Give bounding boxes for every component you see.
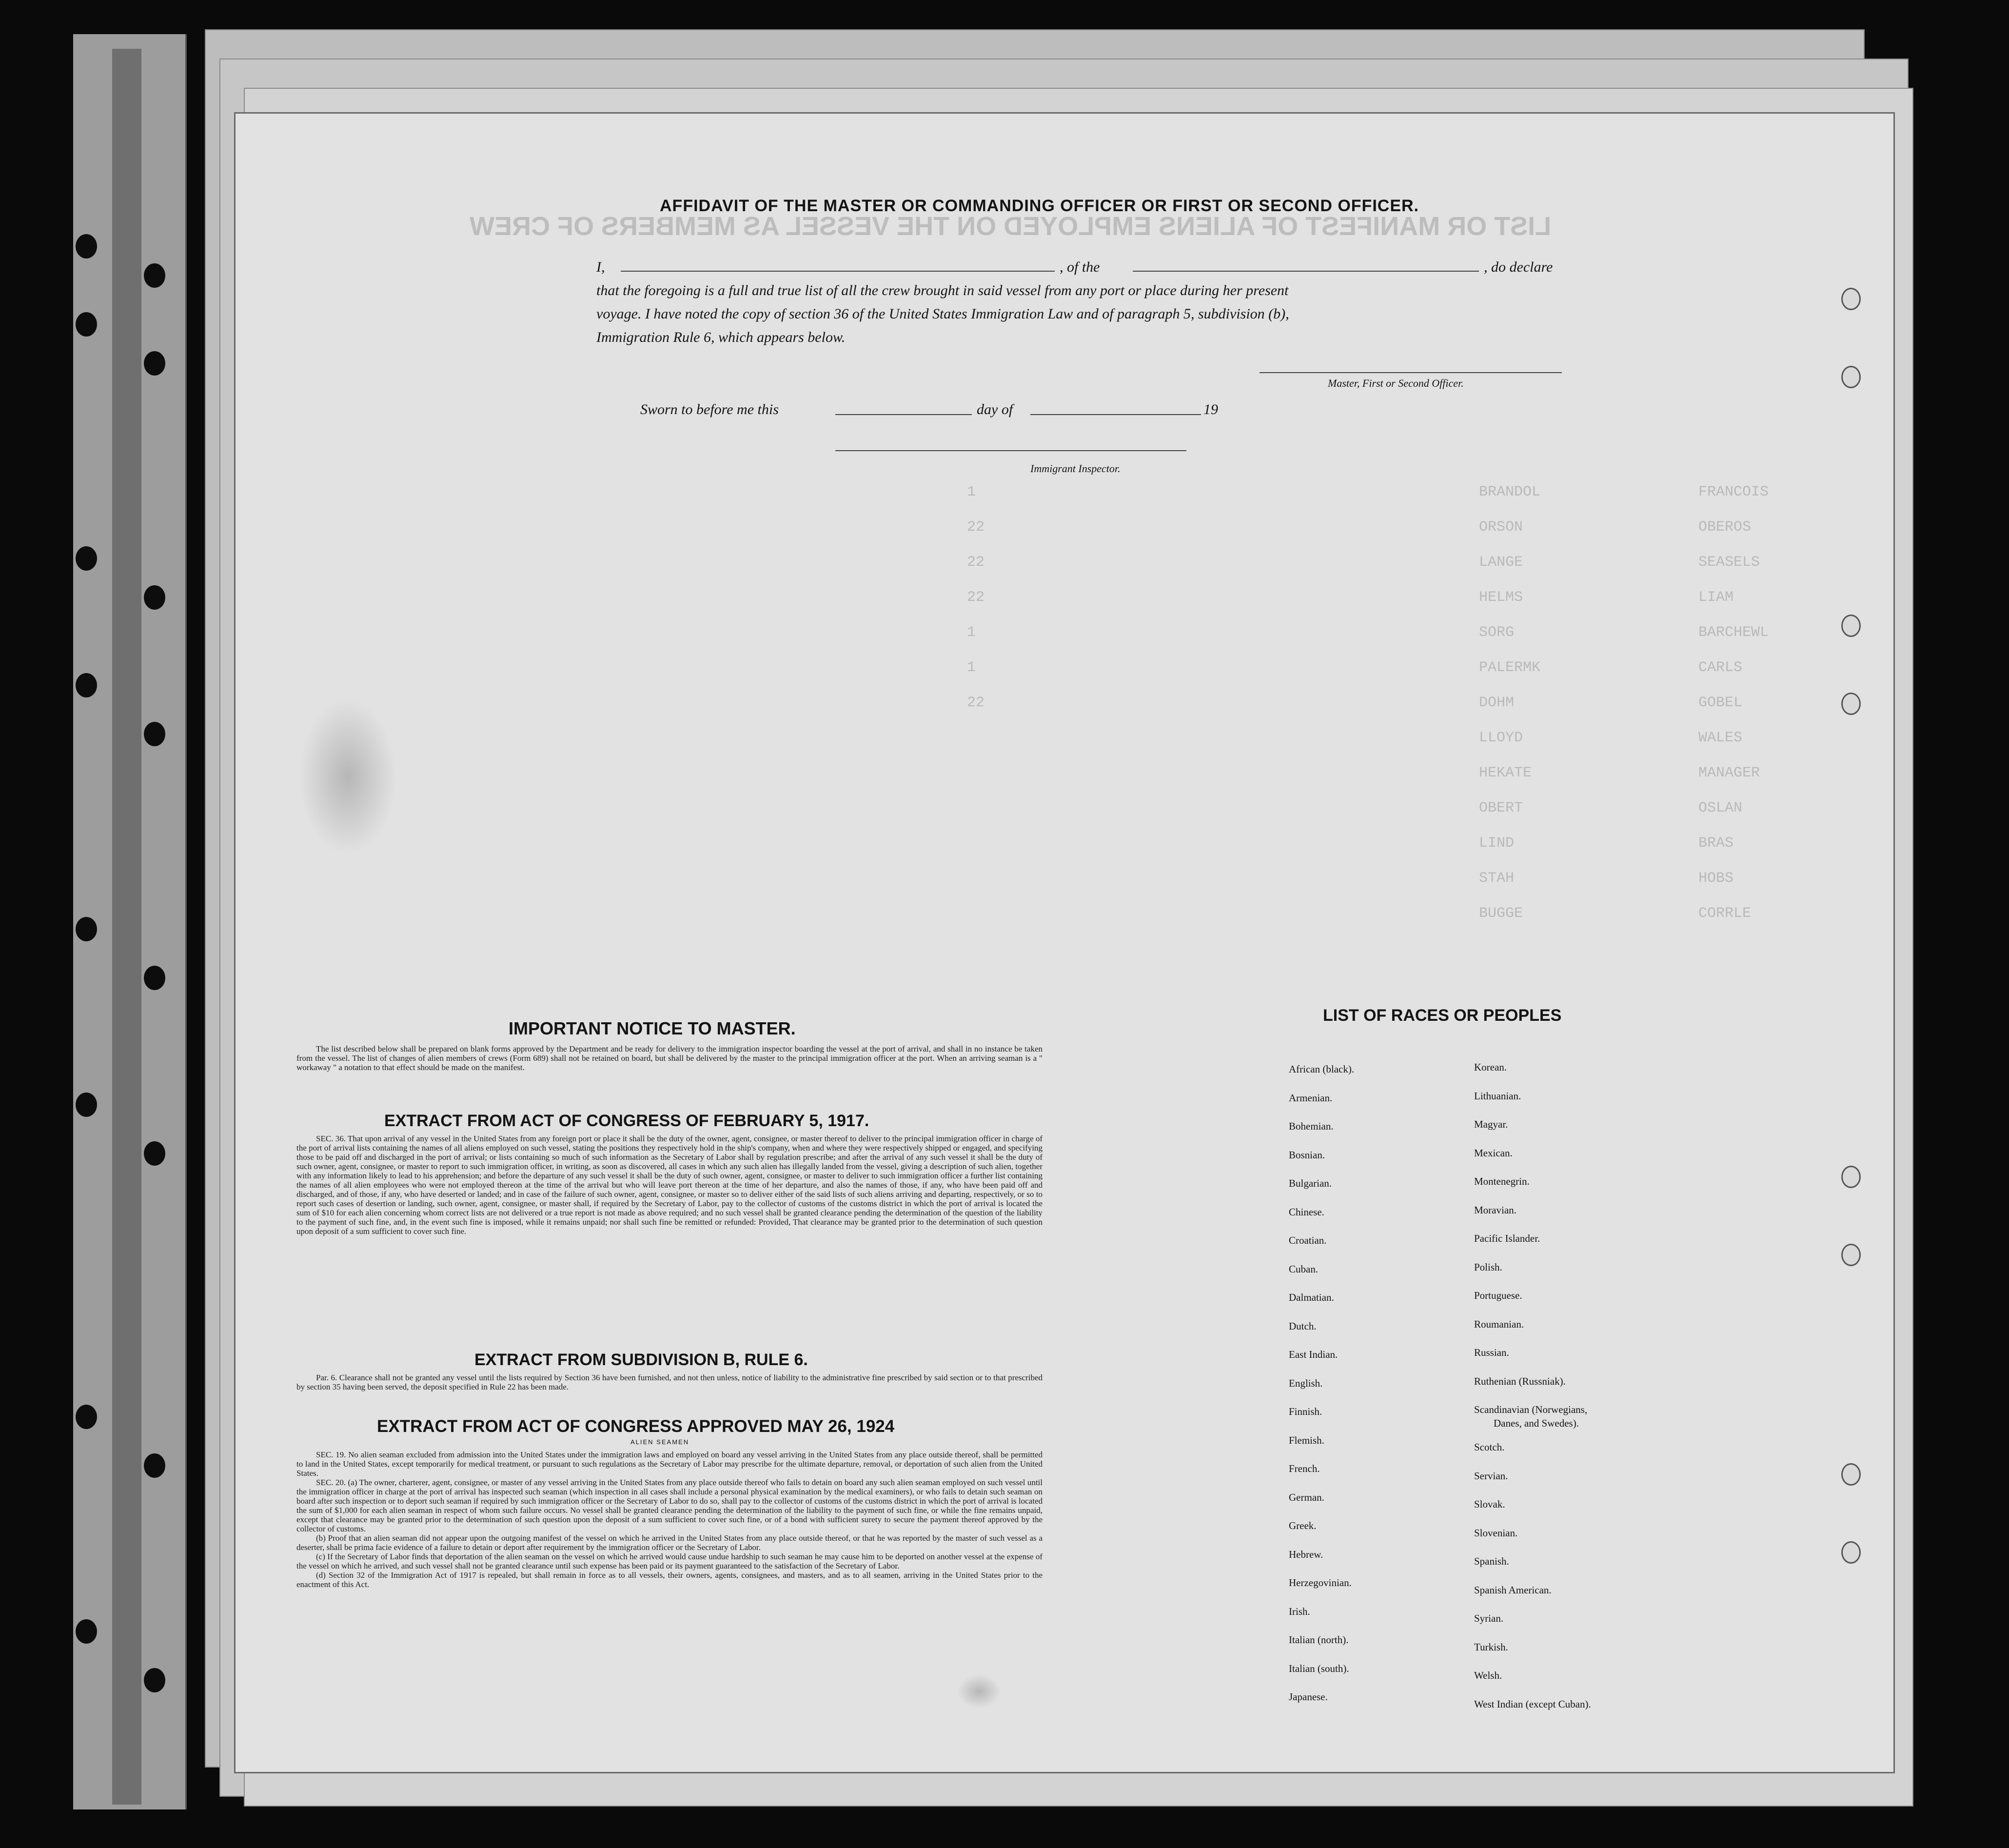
binder-hole xyxy=(76,1093,97,1117)
race-item: Bohemian. xyxy=(1289,1120,1334,1132)
race-item: Polish. xyxy=(1474,1261,1502,1273)
affidavit-line-1-end: , do declare xyxy=(1484,259,1553,275)
binder-hole xyxy=(76,234,97,258)
race-item: Chinese. xyxy=(1289,1206,1324,1218)
race-item: Flemish. xyxy=(1289,1434,1324,1446)
inspector-caption: Immigrant Inspector. xyxy=(1030,462,1121,475)
binder-hole xyxy=(144,1668,165,1692)
binder-hole xyxy=(144,263,165,288)
race-item: Hebrew. xyxy=(1289,1549,1323,1560)
binder-hole xyxy=(76,312,97,337)
race-item: Moravian. xyxy=(1474,1204,1517,1216)
race-item: Cuban. xyxy=(1289,1263,1319,1275)
extract-1917-text xyxy=(296,1134,1043,1236)
punch-hole xyxy=(1841,288,1861,310)
extract-rule6-paragraph: Par. 6. Clearance shall not be granted any vessel until the lists required by Section 36 have been furnished, and not then unless, notice of liability to the administrative fine prescribed by said section or to that prescribed by section 35 having been served, the deposit specified in Rule 22 has been made. xyxy=(296,1373,1043,1391)
punch-hole xyxy=(1841,1166,1861,1188)
race-item: Montenegrin. xyxy=(1474,1175,1530,1187)
sworn-year-label: 19 xyxy=(1203,401,1218,417)
binder-hole xyxy=(144,585,165,610)
affidavit-line-3: voyage. I have noted the copy of section 36 of the United States Immigration Law and of paragraph 5, subdivision (b), xyxy=(596,306,1289,322)
extract-1917-title: EXTRACT FROM ACT OF CONGRESS OF FEBRUARY 5, 1917. xyxy=(384,1112,869,1130)
binder-hole xyxy=(144,1453,165,1478)
race-item: Pacific Islander. xyxy=(1474,1232,1540,1244)
binder-hole xyxy=(144,966,165,990)
bleedthrough-column: FRANCOIS OBEROS SEASELS LIAM BARCHEWL CARLS GOBEL WALES MANAGER OSLAN BRAS HOBS CORRLE xyxy=(1698,484,1769,922)
race-item: Armenian. xyxy=(1289,1092,1333,1104)
extract-1917-paragraph: SEC. 36. That upon arrival of any vessel in the United States from any foreign port or place it shall be the duty of the owner, agent, consignee, or master thereof to deliver to the principal immigration officer in charge of the port of arrival lists containing the names of all aliens employed on such vessel, stating the positions they respectively hold in the ship's company, when and where they were respectively shipped or engaged, and specifying those to be paid off and discharged in the port of arrival; or lists containing so much of such information as the Secretary of Labor shall by regulation prescribe; and after the arrival of any such vessel it shall be the duty of such owner, agent, consignee, or master to report to such immigration officer, in writing, as soon as discovered, all cases in which any such alien has illegally landed from the vessel, giving a description of such alien, together with any information likely to lead to his apprehension; and before the departure of any such vessel it shall be the duty of such owner, agent, consignee, or master to deliver to such immigration officer a further list containing the names of all alien employees who were not employed thereon at the time of the arrival but who will leave port thereon at the time of her departure, and also the names of those, if any, who have been paid off and discharged, and of those, if any, who have deserted or landed; and in case of the failure of such owner, agent, consignee, or master so to deliver either of the said lists of such aliens arriving and departing, respectively, or so to report such cases of desertion or landing, such owner, agent, consignee, or master shall, if required by the Secretary of Labor, pay to the collector of customs of the customs district in which the port of arrival is located the sum of $10 for each alien concerning whom correct lists are not delivered or a true report is not made as above required; and no such vessel shall be granted clearance pending the determination of the question of the liability to the payment of such fine, and, in the event such fine is imposed, while it remains unpaid; nor shall such fine be remitted or refunded: Provided, That clearance may be granted prior to the determination of such question upon deposit of a sum sufficient to cover such fine. xyxy=(296,1134,1043,1236)
binder-hole xyxy=(76,1405,97,1429)
sworn-month-blank xyxy=(1030,414,1201,415)
race-item: Slovak. xyxy=(1474,1498,1505,1510)
punch-hole xyxy=(1841,693,1861,715)
race-item: French. xyxy=(1289,1463,1320,1474)
sworn-day-label: day of xyxy=(977,401,1013,417)
race-item: Scandinavian (Norwegians, xyxy=(1474,1404,1588,1415)
binder-strip xyxy=(112,49,141,1805)
affidavit-line-1-mid: , of the xyxy=(1060,259,1100,275)
race-item: Russian. xyxy=(1474,1347,1509,1358)
punch-hole xyxy=(1841,1463,1861,1486)
race-item: Herzegovinian. xyxy=(1289,1577,1352,1589)
race-item: Spanish American. xyxy=(1474,1584,1552,1596)
affidavit-title: AFFIDAVIT OF THE MASTER OR COMMANDING OFFICER OR FIRST OR SECOND OFFICER. xyxy=(660,197,1419,215)
binder-hole xyxy=(76,546,97,571)
race-item: Syrian. xyxy=(1474,1612,1504,1624)
extract-1924-paragraph: (c) If the Secretary of Labor finds that deportation of the alien seaman on the vessel on which he arrived would cause undue hardship to such seaman he may cause him to be deported on another vessel at the expense of the vessel on which he arrived, and such vessel shall not be granted clearance until such expense has been paid or its payment guaranteed to the satisfaction of the Secretary of Labor. xyxy=(296,1552,1043,1570)
race-item: Mexican. xyxy=(1474,1147,1513,1159)
ink-smudge xyxy=(957,1674,1001,1709)
race-item: African (black). xyxy=(1289,1063,1355,1075)
race-item: Slovenian. xyxy=(1474,1527,1518,1539)
punch-hole xyxy=(1841,615,1861,637)
binder-hole xyxy=(144,351,165,376)
race-item: Finnish. xyxy=(1289,1406,1322,1417)
race-item: Roumanian. xyxy=(1474,1318,1524,1330)
race-item: English. xyxy=(1289,1377,1323,1389)
race-item: Ruthenian (Russniak). xyxy=(1474,1375,1566,1387)
race-item: Lithuanian. xyxy=(1474,1090,1521,1102)
sworn-text: Sworn to before me this xyxy=(640,401,779,417)
extract-1924-paragraph: SEC. 19. No alien seaman excluded from admission into the United States under the immigration laws and employed on board any vessel arriving in the United States from any place outside thereof, shall be permitted to land in the United States, except temporarily for medical treatment, or pursuant to such regulations as the Secretary of Labor may prescribe for the ultimate departure, removal, or deportation of such alien from the United States. xyxy=(296,1450,1043,1478)
race-item: Japanese. xyxy=(1289,1691,1328,1703)
affidavit-line-4: Immigration Rule 6, which appears below. xyxy=(596,329,846,345)
affidavit-vessel-blank xyxy=(1133,271,1479,272)
extract-1924-subtitle: ALIEN SEAMEN xyxy=(630,1438,689,1446)
binder-hole xyxy=(144,1141,165,1166)
punch-hole xyxy=(1841,1541,1861,1564)
race-item: Italian (south). xyxy=(1289,1663,1349,1674)
race-item: Korean. xyxy=(1474,1061,1507,1073)
race-item: Portuguese. xyxy=(1474,1290,1522,1301)
race-item: Italian (north). xyxy=(1289,1634,1349,1646)
extract-1924-paragraph: SEC. 20. (a) The owner, charterer, agent, consignee, or master of any vessel arriving in the United States from any place outside thereof who fails to detain on board any such alien seaman employed on such vessel until the immigration officer in charge at the port of arrival has inspected such seaman (which inspection in all cases shall include a personal physical examination by the medical examiners), or who fails to detain such seaman on board after such inspection or to deport such seaman if required by such immigration officer or the Secretary of Labor to do so, shall pay to the collector of customs of the customs district in which the port of arrival is located the sum of $1,000 for each alien seaman in respect of whom such failure occurs. No vessel shall be granted clearance pending the determination of the liability to the payment of such fine, or while the fine remains unpaid, except that clearance may be granted prior to the determination of such question upon the deposit of a sum sufficient to cover such fine, or of a bond with sufficient surety to secure the payment thereof approved by the collector of customs. xyxy=(296,1478,1043,1533)
extract-1924-title: EXTRACT FROM ACT OF CONGRESS APPROVED MAY 26, 1924 xyxy=(377,1417,895,1436)
master-caption: Master, First or Second Officer. xyxy=(1328,377,1464,389)
race-item: Dalmatian. xyxy=(1289,1292,1334,1303)
master-signature-line xyxy=(1260,372,1562,373)
race-item: Turkish. xyxy=(1474,1641,1508,1653)
binder-hole xyxy=(144,722,165,746)
race-item: West Indian (except Cuban). xyxy=(1474,1698,1591,1710)
race-item: Magyar. xyxy=(1474,1118,1508,1130)
races-title: LIST OF RACES OR PEOPLES xyxy=(1323,1006,1562,1025)
manifest-page xyxy=(234,112,1895,1773)
notice-title: IMPORTANT NOTICE TO MASTER. xyxy=(509,1018,796,1038)
race-item: Croatian. xyxy=(1289,1234,1327,1246)
race-item: Scotch. xyxy=(1474,1441,1505,1453)
race-item: Welsh. xyxy=(1474,1669,1502,1681)
extract-1924-paragraph: (d) Section 32 of the Immigration Act of 1917 is repealed, but shall remain in force as to all vessels, their owners, agents, consignees, and masters, and as to all seamen, arriving in the United States prior to the enactment of this Act. xyxy=(296,1570,1043,1589)
punch-hole xyxy=(1841,1244,1861,1266)
extract-1924-text xyxy=(296,1450,1043,1589)
sworn-day-blank xyxy=(835,414,972,415)
race-item: German. xyxy=(1289,1491,1324,1503)
race-item: Bulgarian. xyxy=(1289,1177,1332,1189)
punch-hole xyxy=(1841,366,1861,388)
affidavit-line-2: that the foregoing is a full and true list of all the crew brought in said vessel from any port or place during her present xyxy=(596,282,1289,298)
ink-smudge xyxy=(299,699,396,855)
race-item: Dutch. xyxy=(1289,1320,1317,1332)
notice-paragraph: The list described below shall be prepared on blank forms approved by the Department and be ready for delivery to the immigration inspector boarding the vessel at the port of arrival, and shall in no instance be taken from the vessel. The list of changes of alien members of crews (Form 689) shall not be retained on board, but shall be delivered by the master to the principal immigration officer at the port. When an arriving seaman is a " workaway " a notation to that effect should be made on the manifest. xyxy=(296,1044,1043,1072)
notice-text xyxy=(296,1044,1043,1072)
extract-rule6-title: EXTRACT FROM SUBDIVISION B, RULE 6. xyxy=(474,1351,808,1369)
affidavit-name-blank xyxy=(621,271,1055,272)
race-item: Greek. xyxy=(1289,1520,1317,1531)
race-item: Spanish. xyxy=(1474,1555,1509,1567)
race-item: Danes, and Swedes). xyxy=(1494,1417,1579,1429)
race-item: Servian. xyxy=(1474,1470,1508,1482)
inspector-signature-line xyxy=(835,450,1186,451)
binder-hole xyxy=(76,917,97,941)
race-item: Irish. xyxy=(1289,1606,1310,1617)
bleedthrough-column: 1 22 22 22 1 1 22 xyxy=(967,484,985,711)
bleedthrough-column: BRANDOL ORSON LANGE HELMS SORG PALERMK DOHM LLOYD HEKATE OBERT LIND STAH BUGGE xyxy=(1479,484,1541,922)
binder-hole xyxy=(76,1619,97,1644)
binder-hole xyxy=(76,673,97,697)
extract-1924-paragraph: (b) Proof that an alien seaman did not appear upon the outgoing manifest of the vessel on which he arrived in the United States from any place outside thereof, or that he was reported by the master of such vessel as a deserter, shall be prima facie evidence of a failure to detain or deport after requirement by the immigration officer or the Secretary of Labor. xyxy=(296,1533,1043,1552)
affidavit-line-1-start: I, xyxy=(596,259,605,275)
race-item: East Indian. xyxy=(1289,1349,1338,1360)
race-item: Bosnian. xyxy=(1289,1149,1325,1161)
extract-rule6-text xyxy=(296,1373,1043,1391)
bleedthrough-header: LIST OR MANIFEST OF ALIENS EMPLOYED ON THE VESSEL AS MEMBERS OF CREW xyxy=(470,212,1552,241)
